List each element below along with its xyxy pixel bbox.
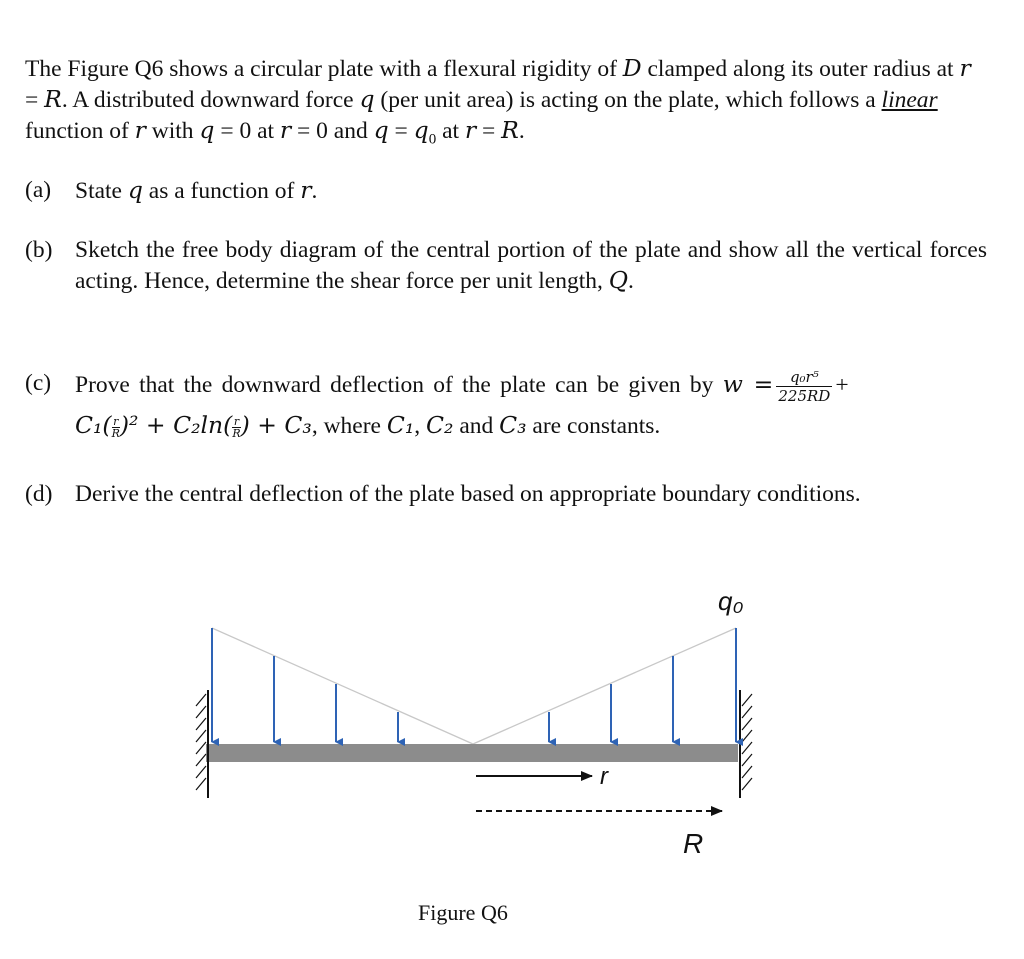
part-a-label: (a) [25,177,52,203]
part-b-text: Sketch the free body diagram of the central portion of the plate and show all the vertical forces acting. Hence, determine the shear force per unit length, Q. [75,237,987,294]
problem-statement: The Figure Q6 shows a circular plate with a flexural rigidity of D clamped along its outer radius at r = R. A distributed downward force q (per unit area) is acting on the plate, which follows a linear function of r with q = 0 at r = 0 and $q = q_0$ at r = R. [25,54,971,148]
equation-w: w = [722,369,774,398]
part-c-line-2: C₁( $\frac{r}{R})^2 + C_2\ln$( $\frac{r}{R}) + C_3$, where C₁, C₂ and C₃ are constants. [75,411,661,441]
R-label: R [683,828,704,859]
load-label-q0: q₀ [718,586,744,616]
right-clamped-support [740,690,752,798]
load-arrows [212,628,736,742]
linear-emphasis: linear [881,87,938,113]
plate-cross-section [206,744,738,762]
r-label: r [600,763,608,790]
part-c-line-1: Prove that the downward deflection of the plate can be given by w = $\frac{\text{q₀r⁵}}{225RD}$ + [75,368,849,405]
figure-caption: Figure Q6 [418,900,508,925]
part-a-text: State q as a function of r. [75,176,318,204]
part-d-text: Derive the central deflection of the plate based on appropriate boundary conditions. [75,481,861,507]
part-d-label: (d) [25,481,53,507]
fraction-q0r5-over-225RD: $\frac{\text{q₀r⁵}}{225RD}$ [778,368,831,405]
part-c-label: (c) [25,370,52,396]
load-distribution-outline [212,628,736,744]
part-b-label: (b) [25,237,53,263]
symbol-D: D [622,54,642,82]
